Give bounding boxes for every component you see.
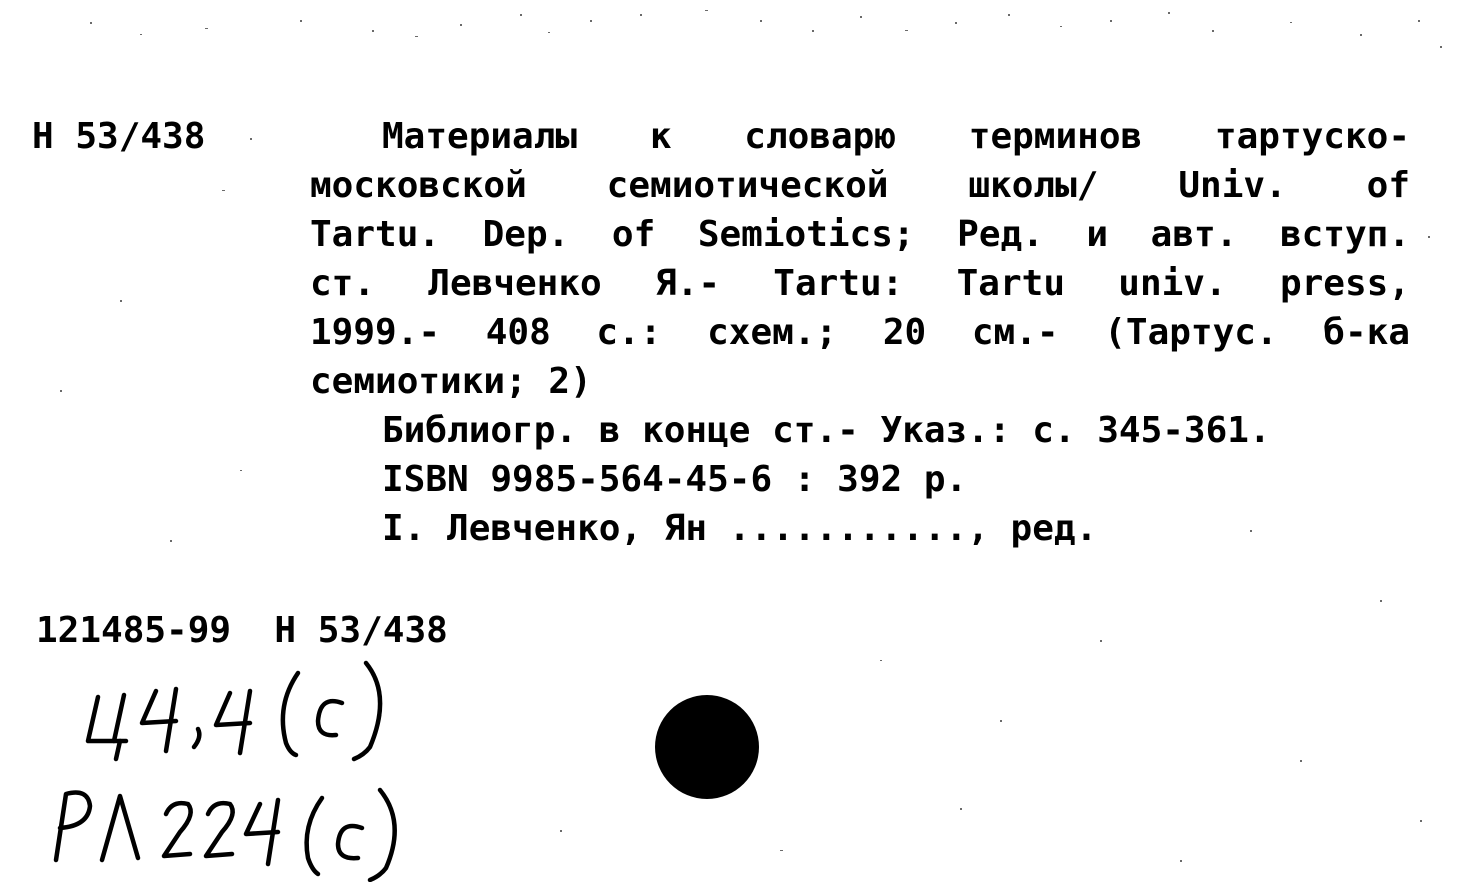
note-line: I. Левченко, Ян ..........., ред. bbox=[382, 508, 1098, 549]
accession-number: 121485-99 Н 53/438 bbox=[36, 610, 448, 651]
description-line: Материалы к словарю терминов тартуско- bbox=[382, 116, 1410, 157]
description-line: семиотики; 2) bbox=[310, 361, 592, 402]
punch-hole bbox=[655, 695, 759, 799]
handwritten-shelfmark-2 bbox=[40, 778, 410, 882]
note-line: ISBN 9985-564-45-6 : 392 р. bbox=[382, 459, 968, 500]
bibliographic-description bbox=[310, 112, 1410, 553]
handwritten-shelfmark-1 bbox=[80, 655, 410, 765]
note-line: Библиогр. в конце ст.- Указ.: с. 345-361. bbox=[382, 410, 1271, 451]
call-number: Н 53/438 bbox=[32, 116, 206, 157]
description-line: ст. Левченко Я.- Tartu: Tartu univ. press, bbox=[310, 263, 1410, 304]
description-line: Tartu. Dep. of Semiotics; Ред. и авт. вступ. bbox=[310, 214, 1410, 255]
description-line: московской семиотической школы/ Univ. of bbox=[310, 165, 1410, 206]
description-line: 1999.- 408 с.: схем.; 20 см.- (Тартус. б-ка bbox=[310, 312, 1410, 353]
